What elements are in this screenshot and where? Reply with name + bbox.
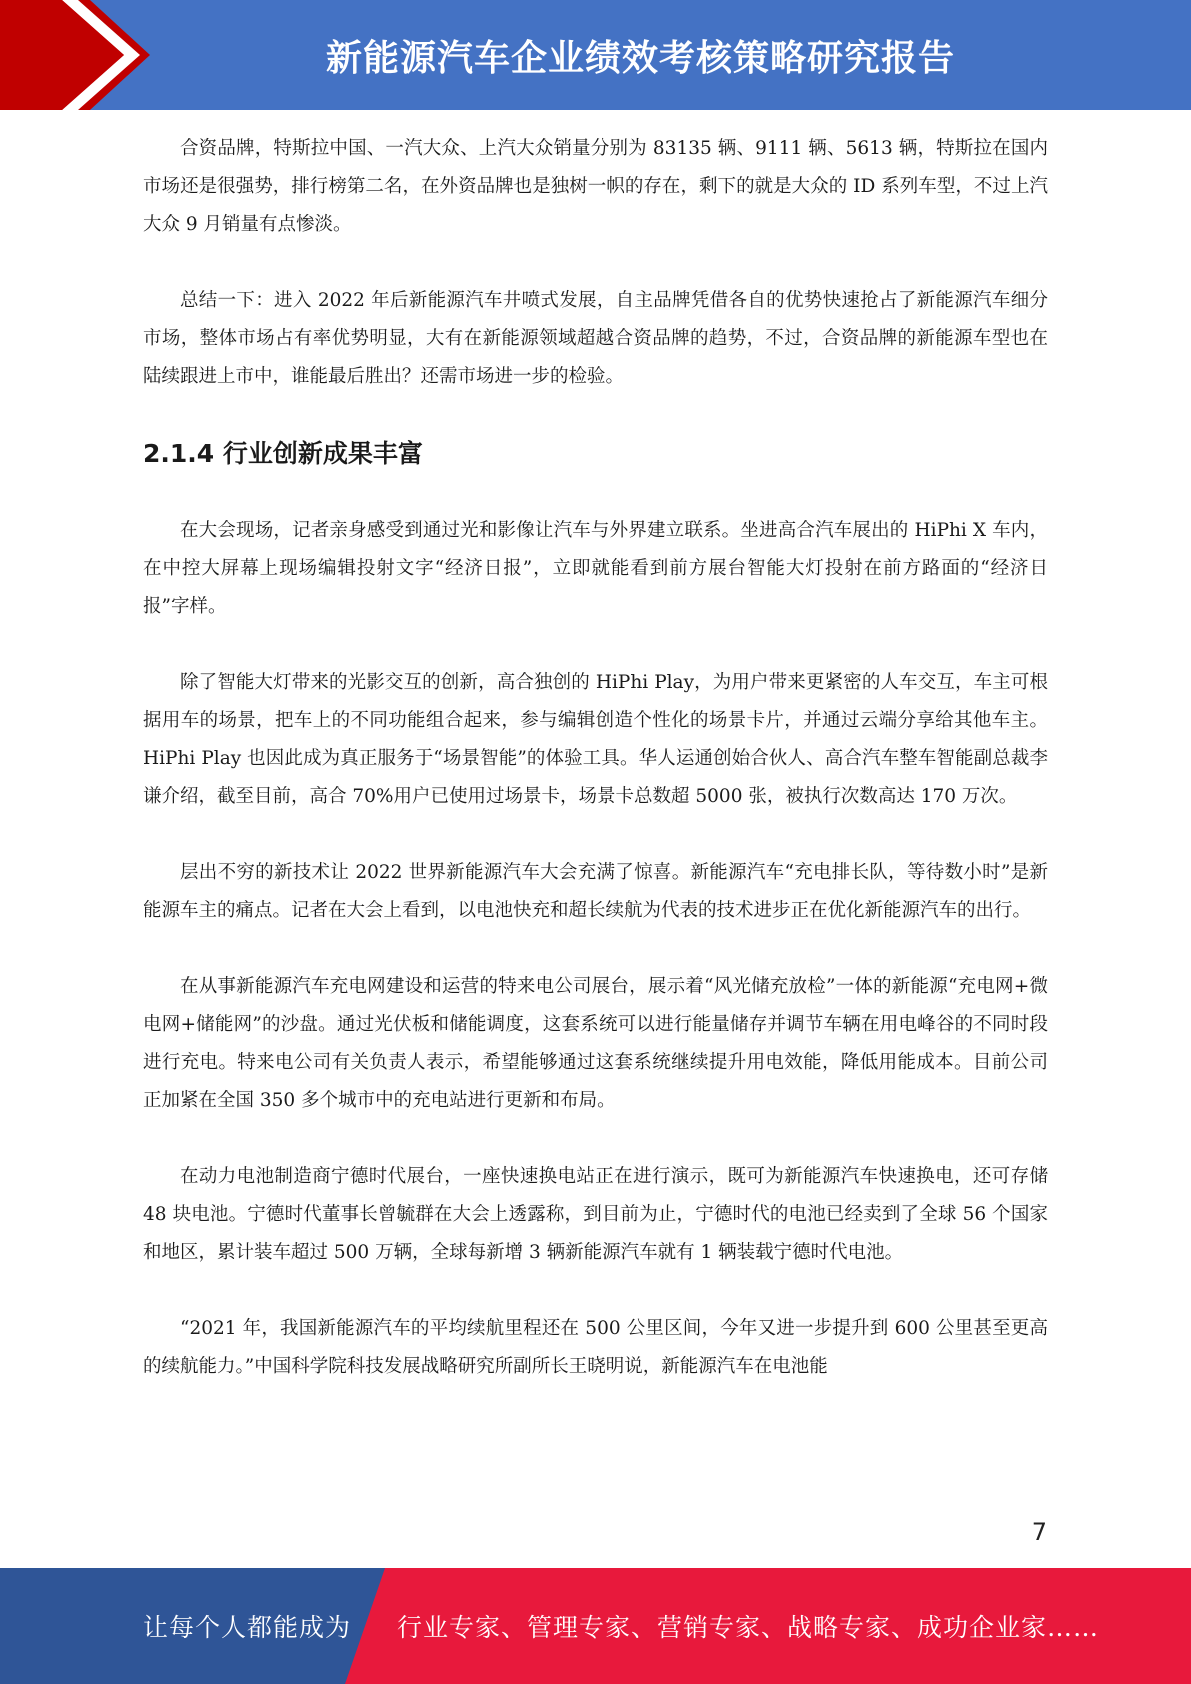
paragraph: 除了智能大灯带来的光影交互的创新，高合独创的 HiPhi Play，为用户带来更紧密的人车交互，车主可根据用车的场景，把车上的不同功能组合起来，参与编辑创造个性化的场景卡片，并通过云端分享给其他车主。HiPhi Play 也因此成为真正服务于“场景智能”的体验工具。华人运通创始合伙人、高合汽车整车智能副总裁李谦介绍，截至目前，高合 70%用户已使用过场景卡，场景卡总数超 5000 张，被执行次数高达 170 万次。 (143, 672, 1048, 807)
section-heading: 2.1.4 行业创新成果丰富 (143, 439, 423, 468)
paragraph: 在动力电池制造商宁德时代展台，一座快速换电站正在进行演示，既可为新能源汽车快速换电，还可存储 48 块电池。宁德时代董事长曾毓群在大会上透露称，到目前为止，宁德时代的电池已经卖到了全球 56 个国家和地区，累计装车超过 500 万辆，全球每新增 3 辆新能源汽车就有 1 辆装载宁德时代电池。 (143, 1166, 1048, 1263)
footer-slogan-right: 行业专家、管理专家、营销专家、战略专家、成功企业家…… (397, 1613, 1100, 1642)
report-title: 新能源汽车企业绩效考核策略研究报告 (325, 37, 955, 79)
document-body (143, 130, 1048, 1424)
paragraph: 总结一下：进入 2022 年后新能源汽车井喷式发展，自主品牌凭借各自的优势快速抢占了新能源汽车细分市场，整体市场占有率优势明显，大有在新能源领域超越合资品牌的趋势，不过，合资品牌的新能源车型也在陆续跟进上市中，谁能最后胜出？还需市场进一步的检验。 (143, 290, 1048, 387)
footer-slogan-left: 让每个人都能成为 (143, 1613, 352, 1642)
paragraph: “2021 年，我国新能源汽车的平均续航里程还在 500 公里区间，今年又进一步提升到 600 公里甚至更高的续航能力。”中国科学院科技发展战略研究所副所长王晓明说，新能源汽车在电池能 (143, 1318, 1048, 1377)
header-banner (0, 0, 1191, 110)
paragraph: 合资品牌，特斯拉中国、一汽大众、上汽大众销量分别为 83135 辆、9111 辆、5613 辆，特斯拉在国内市场还是很强势，排行榜第二名，在外资品牌也是独树一帜的存在，剩下的就是大众的 ID 系列车型，不过上汽大众 9 月销量有点惨淡。 (143, 138, 1048, 235)
paragraph: 层出不穷的新技术让 2022 世界新能源汽车大会充满了惊喜。新能源汽车“充电排长队，等待数小时”是新能源车主的痛点。记者在大会上看到，以电池快充和超长续航为代表的技术进步正在优化新能源汽车的出行。 (143, 862, 1048, 921)
paragraph: 在大会现场，记者亲身感受到通过光和影像让汽车与外界建立联系。坐进高合汽车展出的 HiPhi X 车内，在中控大屏幕上现场编辑投射文字“经济日报”，立即就能看到前方展台智能大灯投射在前方路面的“经济日报”字样。 (143, 520, 1048, 617)
footer-banner (0, 1568, 1191, 1684)
paragraph: 在从事新能源汽车充电网建设和运营的特来电公司展台，展示着“风光储充放检”一体的新能源“充电网+微电网+储能网”的沙盘。通过光伏板和储能调度，这套系统可以进行能量储存并调节车辆在用电峰谷的不同时段进行充电。特来电公司有关负责人表示，希望能够通过这套系统继续提升用电效能，降低用能成本。目前公司正加紧在全国 350 多个城市中的充电站进行更新和布局。 (143, 976, 1048, 1111)
page-number: 7 (1031, 1518, 1047, 1546)
